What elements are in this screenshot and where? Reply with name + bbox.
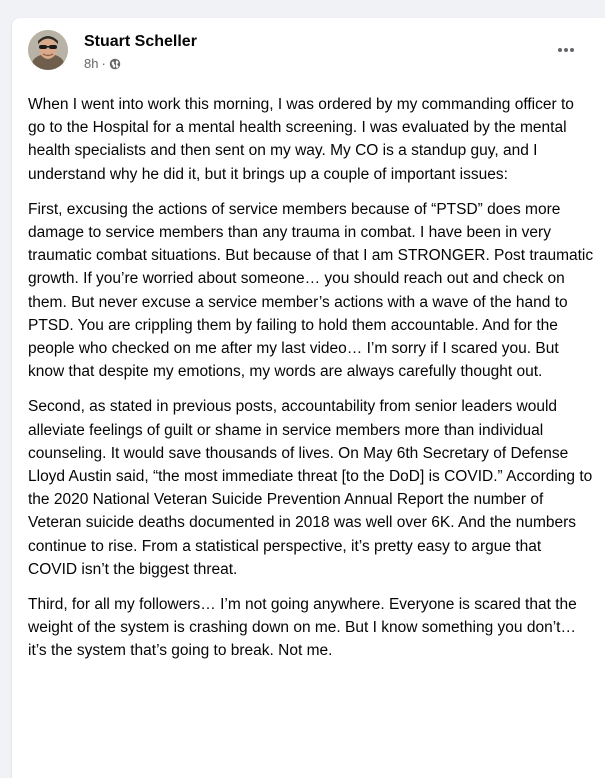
post-paragraph-2: First, excusing the actions of service members because of “PTSD” does more damage to service members than any trauma in combat. I have been in very traumatic combat situations. But because of that I am STRONGER. Post traumatic growth. If you’re worried about someone… you should reach out and check on them. But never excuse a service member’s actions with a wave of the hand to PTSD. You are crippling them by failing to hold them accountable. And for the people who checked on me after my last video… I’m sorry if I scared you. But know that despite my emotions, my words are always carefully thought out. [28,200,594,381]
avatar-photo [28,30,68,70]
post-header [28,30,588,82]
post-paragraph-1: When I went into work this morning, I was ordered by my commanding officer to go to the Hospital for a mental health screening. I was evaluated by the mental health specialists and then sent on my way. My CO is a standup guy, and I understand why he did it, but it brings up a couple of important issues: [28,96,574,183]
post-body [28,93,594,675]
avatar[interactable] [28,30,68,70]
more-options-icon[interactable] [550,34,582,66]
post-meta [84,56,121,71]
post-card [12,18,605,778]
post-timestamp[interactable]: 8h [84,56,99,71]
post-paragraph-3: Second, as stated in previous posts, accountability from senior leaders would alleviate feelings of guilt or shame in service members more than individual counseling. It would save thousands of lives. On May 6th Secretary of Defense Lloyd Austin said, “the most immediate threat [to the DoD] is COVID.” According to the 2020 National Veteran Suicide Prevention Annual Report the number of Veteran suicide deaths documented in 2018 was well over 6K. And the numbers continue to rise. From a statistical perspective, it’s pretty easy to argue that COVID isn’t the biggest threat. [28,398,593,578]
meta-separator: · [101,56,106,71]
globe-icon[interactable] [109,58,121,70]
author-name[interactable]: Stuart Scheller [84,33,197,50]
post-paragraph-4: Third, for all my followers… I’m not going anywhere. Everyone is scared that the weight of the system is crashing down on me. But I know something you don’t… it’s the system that’s going to break. Not me. [28,596,577,660]
